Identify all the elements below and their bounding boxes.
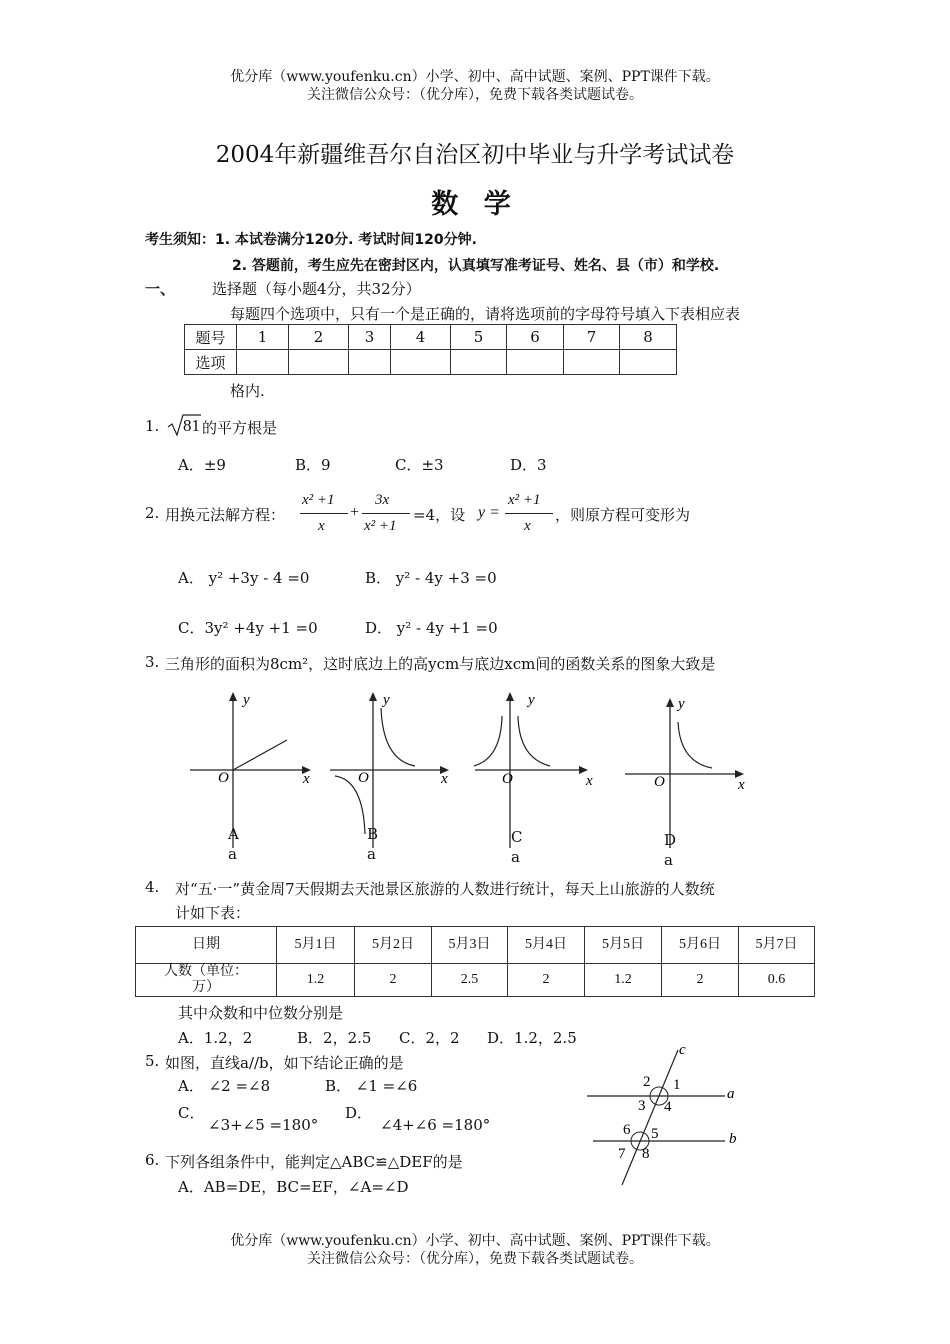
q3-text: 三角形的面积为8cm²，这时底边上的高ycm与底边xcm间的函数关系的图象大致是	[165, 655, 716, 673]
axis-y-label: y	[243, 692, 250, 708]
q4-question: 其中众数和中位数分别是	[178, 1004, 344, 1022]
angle-8-label: 8	[642, 1146, 650, 1162]
q5-text: 如图，直线a//b，如下结论正确的是	[165, 1054, 404, 1072]
graph-c-sublabel: a	[511, 848, 520, 866]
answer-table-row-label: 题号	[185, 325, 237, 350]
q2-frac3-denominator: x	[524, 518, 531, 534]
q5-option-c: C．	[178, 1104, 205, 1122]
answer-number-cell: 5	[451, 325, 507, 350]
q2-option-c: C．3y² +4y +1 =0	[178, 619, 318, 637]
axis-x-label: x	[586, 773, 593, 789]
q2-tail: ，则原方程可变形为	[555, 506, 691, 524]
tourist-table	[135, 926, 815, 997]
q4-text-1: 对“五·一”黄金周7天假期去天池景区旅游的人数进行统计，每天上山旅游的人数统	[175, 880, 715, 898]
q2-option-a: A． y² +3y - 4 =0	[178, 569, 310, 587]
notice-line-1: 考生须知：1. 本试卷满分120分. 考试时间120分钟.	[145, 232, 477, 248]
answer-number-cell: 4	[391, 325, 451, 350]
value-cell: 2	[508, 964, 585, 997]
answer-blank-cell[interactable]	[564, 350, 620, 375]
angle-3-label: 3	[638, 1098, 646, 1114]
q2-frac2-numerator: 3x	[375, 492, 390, 508]
answer-blank-cell[interactable]	[349, 350, 391, 375]
q6-number: 6.	[145, 1151, 160, 1169]
answer-number-cell: 2	[289, 325, 349, 350]
q5-number: 5.	[145, 1052, 160, 1070]
q3-number: 3.	[145, 653, 160, 671]
q6-option-a: A．AB=DE，BC=EF，∠A=∠D	[178, 1178, 409, 1196]
angle-1-label: 1	[673, 1077, 681, 1093]
section-instruction: 每题四个选项中，只有一个是正确的，请将选项前的字母符号填入下表相应表	[230, 305, 741, 323]
q1-option-b: B．9	[295, 456, 331, 474]
q2-frac3-numerator: x² +1	[508, 492, 541, 508]
angle-2-label: 2	[643, 1074, 651, 1090]
graph-b-sublabel: a	[367, 845, 376, 863]
q5-option-a: A． ∠2 =∠8	[178, 1077, 271, 1095]
q2-frac2-denominator: x² +1	[364, 518, 397, 534]
q1-option-d: D．3	[510, 456, 547, 474]
graph-c	[470, 688, 600, 853]
origin-label: O	[358, 770, 369, 786]
q5-option-d: D．	[345, 1104, 373, 1122]
tourist-table-date-row	[136, 927, 815, 964]
axis-x-label: x	[738, 777, 745, 793]
graph-d-sublabel: a	[664, 851, 673, 869]
q2-text: 用换元法解方程：	[165, 506, 286, 524]
answer-blank-cell[interactable]	[620, 350, 677, 375]
q2-option-d: D． y² - 4y +1 =0	[365, 619, 498, 637]
answer-number-cell: 7	[564, 325, 620, 350]
origin-label: O	[218, 770, 229, 786]
q4-option-a: A．1.2，2	[178, 1029, 253, 1047]
answer-blank-cell[interactable]	[451, 350, 507, 375]
q4-option-c: C．2，2	[399, 1029, 460, 1047]
answer-table	[184, 324, 677, 375]
q2-number: 2.	[145, 504, 160, 522]
q2-plus: +	[350, 504, 360, 521]
graph-c-label: C	[511, 828, 523, 846]
fraction-bar	[362, 513, 410, 514]
graph-a-sublabel: a	[228, 845, 237, 863]
q1-text: 的平方根是	[202, 419, 278, 437]
value-cell: 2	[662, 964, 739, 997]
date-cell: 5月2日	[355, 927, 432, 964]
axis-x-label: x	[441, 771, 448, 787]
value-cell: 1.2	[585, 964, 662, 997]
section-instruction-end: 格内.	[230, 382, 265, 400]
graph-d-label: D	[664, 831, 677, 849]
graph-b-label: B	[367, 825, 379, 843]
axis-y-label: y	[528, 692, 535, 708]
angle-5-label: 5	[651, 1126, 659, 1142]
footer-line-1: 优分库（www.youfenku.cn）小学、初中、高中试题、案例、PPT课件下载。	[230, 1233, 720, 1249]
date-cell: 5月5日	[585, 927, 662, 964]
q1-number: 1.	[145, 417, 160, 435]
axis-y-label: y	[383, 692, 390, 708]
line-a-label: a	[727, 1086, 735, 1102]
q4-option-d: D．1.2，2.5	[487, 1029, 577, 1047]
q4-option-b: B．2，2.5	[297, 1029, 372, 1047]
value-cell: 2.5	[432, 964, 508, 997]
tourist-table-row-label: 日期	[136, 927, 277, 964]
answer-table-number-row	[185, 325, 677, 350]
graph-b	[325, 688, 455, 853]
answer-table-row-label: 选项	[185, 350, 237, 375]
axis-x-label: x	[303, 771, 310, 787]
axis-y-label: y	[678, 696, 685, 712]
graph-d	[620, 688, 755, 853]
origin-label: O	[502, 771, 513, 787]
q1-option-a: A．±9	[178, 456, 226, 474]
parallel-lines-figure	[585, 1040, 755, 1190]
date-cell: 5月4日	[508, 927, 585, 964]
q4-text-2: 计如下表：	[175, 904, 251, 922]
notice-line-2: 2. 答题前，考生应先在密封区内，认真填写准考证号、姓名、县（市）和学校.	[232, 258, 720, 274]
answer-blank-cell[interactable]	[237, 350, 289, 375]
answer-number-cell: 3	[349, 325, 391, 350]
origin-label: O	[654, 774, 665, 790]
fraction-bar	[300, 513, 348, 514]
date-cell: 5月1日	[277, 927, 355, 964]
answer-blank-cell[interactable]	[507, 350, 564, 375]
answer-blank-cell[interactable]	[289, 350, 349, 375]
angle-7-label: 7	[618, 1146, 626, 1162]
q2-frac1-denominator: x	[318, 518, 325, 534]
q5-option-c-expression: ∠3+∠5 =180°	[208, 1116, 319, 1134]
q2-equals: =4，设	[413, 506, 466, 524]
header-line-2: 关注微信公众号：（优分库），免费下载各类试题试卷。	[307, 87, 643, 103]
answer-number-cell: 1	[237, 325, 289, 350]
graph-a-label: A	[228, 825, 239, 843]
date-cell: 5月3日	[432, 927, 508, 964]
q2-frac1-numerator: x² +1	[302, 492, 335, 508]
q2-option-b: B． y² - 4y +3 =0	[365, 569, 497, 587]
q1-option-c: C．±3	[395, 456, 444, 474]
answer-number-cell: 8	[620, 325, 677, 350]
exam-title: 2004年新疆维吾尔自治区初中毕业与升学考试试卷	[215, 142, 735, 168]
value-cell: 2	[355, 964, 432, 997]
angle-6-label: 6	[623, 1122, 631, 1138]
q6-text: 下列各组条件中，能判定△ABC≌△DEF的是	[165, 1153, 463, 1171]
tourist-table-value-row	[136, 964, 815, 997]
footer-line-2: 关注微信公众号：（优分库），免费下载各类试题试卷。	[307, 1251, 643, 1267]
line-c-label: c	[679, 1042, 686, 1058]
section-number: 一、	[145, 280, 176, 298]
tourist-table-row-label: 人数（单位：万）	[136, 964, 277, 997]
q5-option-b: B． ∠1 =∠6	[325, 1077, 418, 1095]
answer-number-cell: 6	[507, 325, 564, 350]
date-cell: 5月6日	[662, 927, 739, 964]
date-cell: 5月7日	[739, 927, 815, 964]
q4-number: 4.	[145, 878, 160, 896]
answer-table-option-row	[185, 350, 677, 375]
subject-title: 数 学	[431, 189, 519, 220]
fraction-bar	[505, 513, 553, 514]
q5-option-d-expression: ∠4+∠6 =180°	[380, 1116, 491, 1134]
value-cell: 1.2	[277, 964, 355, 997]
header-line-1: 优分库（www.youfenku.cn）小学、初中、高中试题、案例、PPT课件下载。	[230, 69, 720, 85]
angle-4-label: 4	[664, 1099, 672, 1115]
q2-y-equals: y =	[478, 504, 500, 521]
value-cell: 0.6	[739, 964, 815, 997]
q1-radicand: 81	[183, 416, 200, 435]
line-b-label: b	[729, 1131, 737, 1147]
answer-blank-cell[interactable]	[391, 350, 451, 375]
section-title: 选择题（每小题4分，共32分）	[212, 280, 421, 298]
graph-a	[185, 688, 315, 853]
